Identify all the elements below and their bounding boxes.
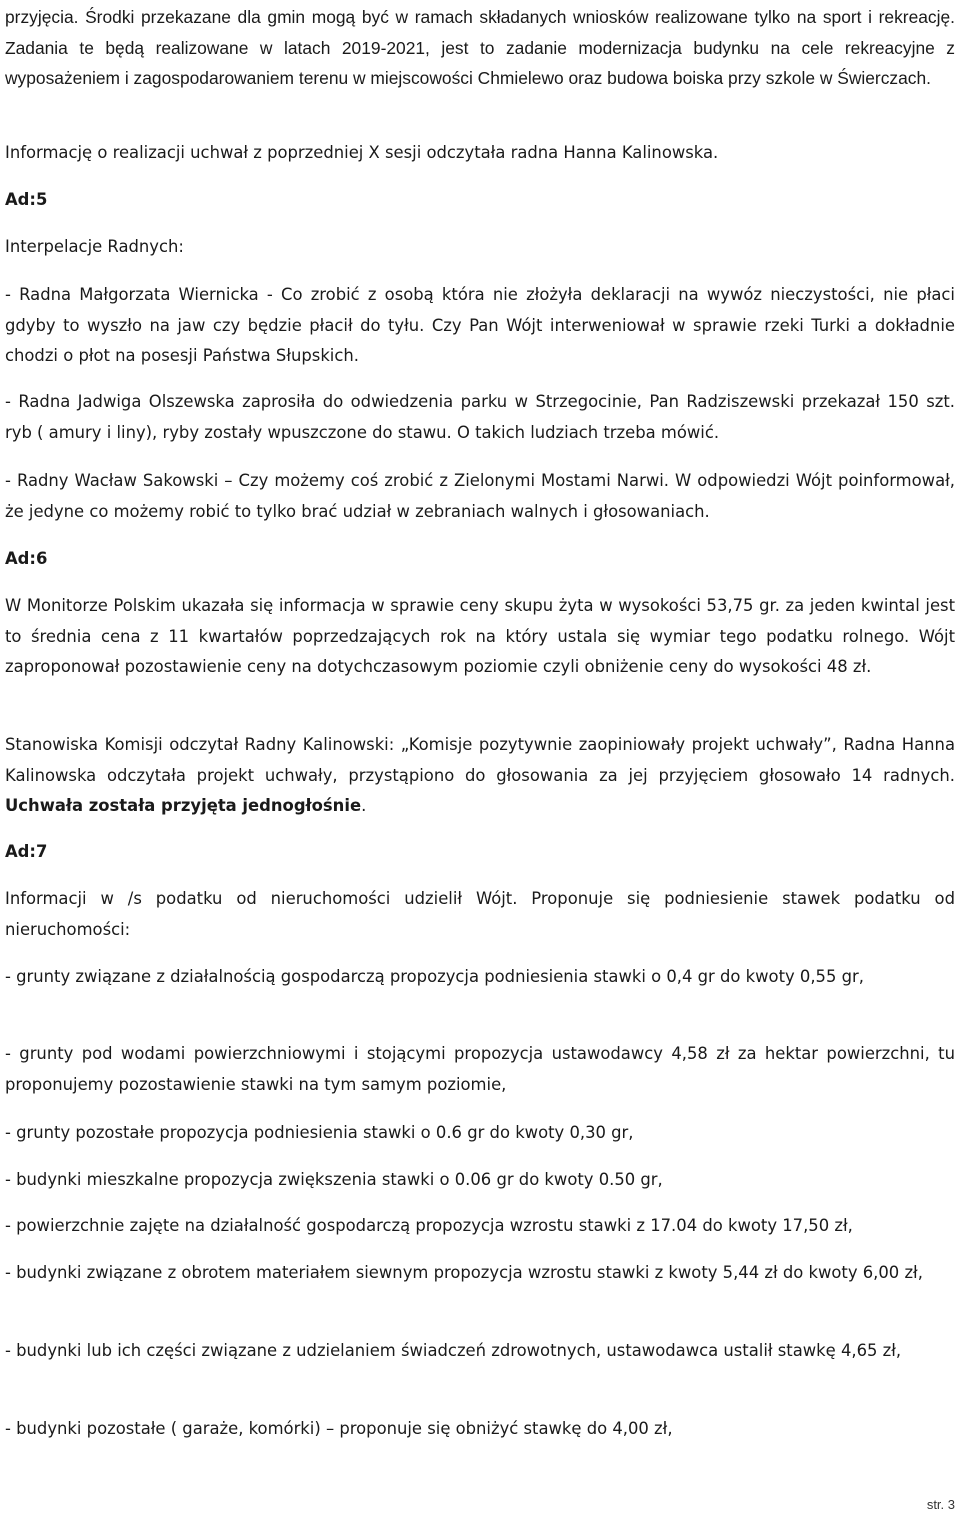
ad6-resolution-text: Stanowiska Komisji odczytał Radny Kalinowski: „Komisje pozytywnie zaopiniowały projekt uchwały”, Radna Hanna Kalinowska odczytała projekt uchwały, przystąpiono do głosowania za jej przyjęciem głosowało 14 radnych. (5, 735, 955, 785)
interpellation-item: - Radna Małgorzata Wiernicka - Co zrobić z osobą która nie złożyła deklaracji na wywóz nieczystości, nie płaci gdyby to wyszło na jaw czy będzie płacił do tyłu. Czy Pan Wójt interweniował w sprawie rzeki Turki a dokładnie chodzi o płot na posesji Państwa Słupskich. (5, 285, 955, 366)
resolution-result-end: . (361, 796, 367, 816)
ad6-heading: Ad:6 (5, 549, 48, 568)
tax-rate-item: - grunty związane z działalnością gospodarczą propozycja podniesienia stawki o 0,4 gr do kwoty 0,55 gr, (5, 967, 864, 986)
ad5-heading: Ad:5 (5, 190, 48, 209)
interpellation-item: - Radna Jadwiga Olszewska zaprosiła do odwiedzenia parku w Strzegocinie, Pan Radziszewski przekazał 150 szt. ryb ( amury i liny), ryby zostały wpuszczone do stawu. O takich ludziach trzeba mówić. (5, 392, 955, 442)
tax-rate-item: - powierzchnie zajęte na działalność gospodarczą propozycja wzrostu stawki z 17.04 do kwoty 17,50 zł, (5, 1216, 853, 1235)
ad5-subheading: Interpelacje Radnych: (5, 237, 184, 256)
intro-paragraph: przyjęcia. Środki przekazane dla gmin mogą być w ramach składanych wniosków realizowane tylko na sport i rekreację. Zadania te będą realizowane w latach 2019-2021, jest to zadanie modernizacja budynku na cele rekreacyjne z wyposażeniem i zagospodarowaniem terenu w miejscowości Chmielewo oraz budowa boiska przy szkole w Świerczach. (5, 7, 955, 89)
tax-rate-item: - grunty pod wodami powierzchniowymi i stojącymi propozycja ustawodawcy 4,58 zł za hektar powierzchni, tu proponujemy pozostawienie stawki na tym samym poziomie, (5, 1044, 955, 1094)
ad7-heading: Ad:7 (5, 842, 48, 861)
tax-rate-item: - budynki pozostałe ( garaże, komórki) – proponuje się obniżyć stawkę do 4,00 zł, (5, 1419, 673, 1438)
ad6-resolution-paragraph (5, 730, 955, 822)
page-number: str. 3 (926, 1497, 955, 1512)
interpellation-item: - Radny Wacław Sakowski – Czy możemy coś zrobić z Zielonymi Mostami Narwi. W odpowiedzi Wójt poinformował, że jedyne co możemy robić to tylko brać udział w zebraniach walnych i głosowaniach. (5, 471, 955, 521)
tax-rate-item: - grunty pozostałe propozycja podniesienia stawki o 0.6 gr do kwoty 0,30 gr, (5, 1123, 634, 1142)
ad6-paragraph: W Monitorze Polskim ukazała się informacja w sprawie ceny skupu żyta w wysokości 53,75 gr. za jeden kwintal jest to średnia cena z 11 kwartałów poprzedzających rok na który ustala się wymiar tego podatku rolnego. Wójt zaproponował pozostawienie ceny na dotychczasowym poziomie czyli obniżenie ceny do wysokości 48 zł. (5, 596, 955, 677)
tax-rate-item: - budynki lub ich części związane z udzielaniem świadczeń zdrowotnych, ustawodawca ustalił stawkę 4,65 zł, (5, 1341, 902, 1360)
info-line: Informację o realizacji uchwał z poprzedniej X sesji odczytała radna Hanna Kalinowska. (5, 143, 719, 162)
resolution-result: Uchwała została przyjęta jednogłośnie (5, 796, 362, 816)
tax-rate-item: - budynki mieszkalne propozycja zwiększenia stawki o 0.06 gr do kwoty 0.50 gr, (5, 1170, 663, 1189)
tax-rate-item: - budynki związane z obrotem materiałem siewnym propozycja wzrostu stawki z kwoty 5,44 zł do kwoty 6,00 zł, (5, 1263, 923, 1282)
ad7-intro: Informacji w /s podatku od nieruchomości udzielił Wójt. Proponuje się podniesienie stawek podatku od nieruchomości: (5, 889, 955, 939)
